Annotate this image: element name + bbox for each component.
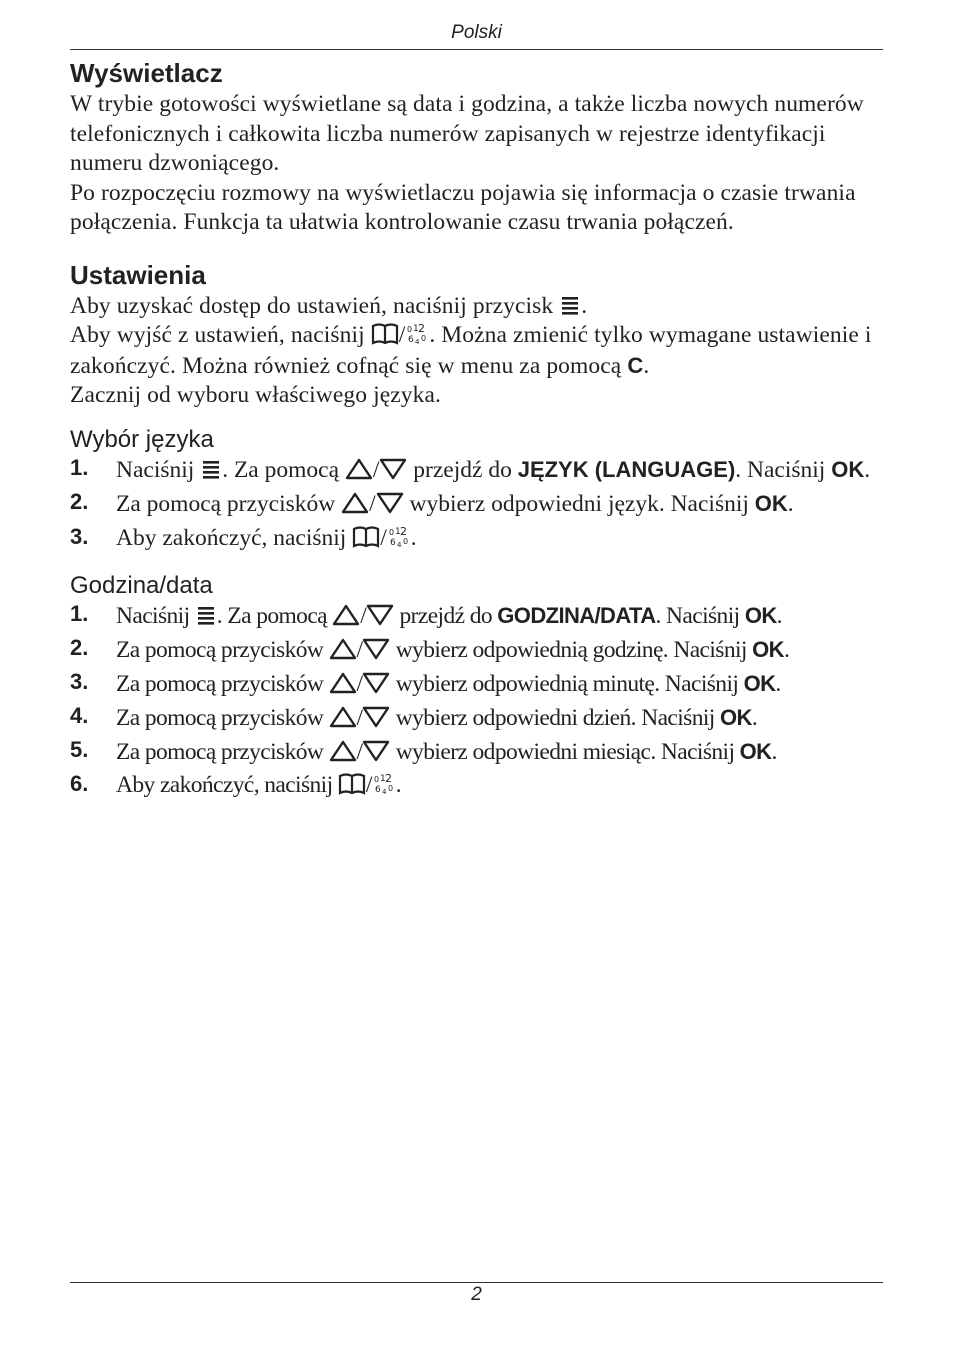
- step-item: [70, 635, 900, 666]
- step-number: 2.: [70, 489, 89, 514]
- up-arrow-icon: [329, 739, 357, 763]
- phonebook-icon: [352, 525, 380, 549]
- settings-line-2: Aby wyjść z ustawień, naciśnij / 0 1 2 6 4 0 . Można zmienić tylko wymagane ustawienie i zakończyć. Można również cofnąć się w menu za pomocą C.: [70, 322, 872, 379]
- ok-key-label: OK: [831, 456, 865, 482]
- up-arrow-icon: [329, 637, 357, 661]
- language-steps-list: [70, 455, 900, 554]
- step-item: [70, 669, 900, 700]
- numeric-keypad-icon: [387, 525, 411, 549]
- step-text: Za pomocą przycisków / wybierz odpowiednią minutę. Naciśnij OK.: [116, 671, 781, 697]
- language-section-title: Wybór języka: [70, 425, 214, 453]
- step-item: [70, 489, 900, 520]
- step-item: [70, 737, 900, 768]
- svg-text:4: 4: [415, 338, 420, 346]
- menu-target-label: JĘZYK (LANGUAGE): [517, 456, 736, 482]
- datetime-steps-list: [70, 601, 900, 801]
- svg-text:4: 4: [396, 540, 402, 549]
- svg-text:0: 0: [402, 536, 408, 546]
- step-number: 5.: [70, 737, 89, 762]
- step-text: Za pomocą przycisków / wybierz odpowiedni miesiąc. Naciśnij OK.: [116, 739, 777, 765]
- svg-text:0: 0: [387, 784, 393, 793]
- step-item: [70, 703, 900, 734]
- display-paragraph-2: Po rozpoczęciu rozmowy na wyświetlaczu pojawia się informacja o czasie trwania połączenia. Funkcja ta ułatwia kontrolowanie czasu trwania połączeń.: [70, 179, 856, 235]
- page-content: [70, 56, 900, 804]
- phonebook-icon: [371, 322, 399, 346]
- down-arrow-icon: [362, 739, 390, 763]
- step-text: Za pomocą przycisków / wybierz odpowiedni język. Naciśnij OK.: [116, 491, 794, 517]
- phonebook-icon: [338, 772, 366, 796]
- step-item: [70, 771, 900, 801]
- step-text: Aby zakończyć, naciśnij / 0 1 2 6 4 0 .: [116, 772, 402, 798]
- numeric-keypad-icon: [372, 772, 396, 796]
- step-number: 4.: [70, 703, 89, 728]
- step-item: [70, 601, 900, 632]
- menu-icon: [559, 295, 581, 317]
- ok-key-label: OK: [744, 603, 777, 628]
- svg-text:0: 0: [373, 775, 379, 784]
- down-arrow-icon: [379, 457, 407, 481]
- step-text: Aby zakończyć, naciśnij / 0 1 2 6 4 0 .: [116, 524, 417, 551]
- settings-line-3: Zacznij od wyboru właściwego języka.: [70, 382, 441, 408]
- menu-icon: [200, 459, 222, 481]
- svg-text:1: 1: [379, 774, 385, 784]
- step-number: 2.: [70, 635, 89, 660]
- ok-key-label: OK: [739, 739, 772, 764]
- settings-section-title: Ustawienia: [70, 259, 206, 290]
- step-text: Naciśnij . Za pomocą / przejdź do GODZINA/DATA. Naciśnij OK.: [116, 603, 782, 629]
- step-item: [70, 455, 900, 486]
- step-number: 3.: [70, 523, 89, 549]
- step-item: [70, 524, 900, 554]
- header-language: Polski: [451, 22, 502, 43]
- numeric-keypad-icon: [405, 322, 429, 346]
- step-number: 1.: [70, 601, 89, 626]
- up-arrow-icon: [341, 491, 369, 515]
- down-arrow-icon: [366, 603, 394, 627]
- svg-text:2: 2: [418, 322, 426, 335]
- step-number: 3.: [70, 669, 89, 694]
- page-number: 2: [471, 1284, 482, 1305]
- svg-text:4: 4: [381, 788, 386, 796]
- svg-text:2: 2: [384, 772, 392, 785]
- step-text: Za pomocą przycisków / wybierz odpowiedni dzień. Naciśnij OK.: [116, 705, 758, 731]
- down-arrow-icon: [362, 671, 390, 695]
- display-paragraph-1: W trybie gotowości wyświetlane są data i godzina, a także liczba nowych numerów telefonicznych i całkowita liczba numerów zapisanych w rejestrze identyfikacji numeru dzwoniącego.: [70, 91, 864, 176]
- up-arrow-icon: [329, 671, 357, 695]
- ok-key-label: OK: [743, 671, 776, 696]
- menu-target-label: GODZINA/DATA: [497, 603, 656, 628]
- step-number: 6.: [70, 771, 89, 796]
- up-arrow-icon: [345, 457, 373, 481]
- up-arrow-icon: [329, 705, 357, 729]
- svg-text:0: 0: [407, 325, 413, 334]
- svg-text:1: 1: [413, 324, 420, 334]
- display-section-title: Wyświetlacz: [70, 58, 223, 88]
- up-arrow-icon: [332, 603, 360, 627]
- svg-text:0: 0: [388, 527, 394, 537]
- menu-icon: [195, 605, 217, 627]
- down-arrow-icon: [362, 637, 390, 661]
- footer-divider: [70, 1282, 883, 1283]
- svg-text:6: 6: [389, 537, 396, 548]
- down-arrow-icon: [376, 491, 404, 515]
- svg-text:0: 0: [421, 334, 427, 343]
- down-arrow-icon: [362, 705, 390, 729]
- step-number: 1.: [70, 454, 89, 480]
- datetime-section-title: Godzina/data: [70, 572, 213, 599]
- step-text: Naciśnij . Za pomocą / przejdź do JĘZYK (LANGUAGE). Naciśnij OK.: [116, 456, 871, 483]
- settings-line-1: Aby uzyskać dostęp do ustawień, naciśnij przycisk .: [70, 292, 588, 319]
- svg-text:6: 6: [408, 335, 415, 345]
- ok-key-label: OK: [720, 705, 752, 730]
- svg-text:6: 6: [374, 785, 380, 795]
- c-key-label: C: [627, 352, 644, 378]
- ok-key-label: OK: [754, 491, 788, 516]
- step-text: Za pomocą przycisków / wybierz odpowiednią godzinę. Naciśnij OK.: [116, 637, 790, 663]
- svg-text:1: 1: [394, 526, 401, 537]
- header-divider: [70, 49, 883, 50]
- ok-key-label: OK: [752, 637, 784, 662]
- svg-text:2: 2: [399, 524, 407, 538]
